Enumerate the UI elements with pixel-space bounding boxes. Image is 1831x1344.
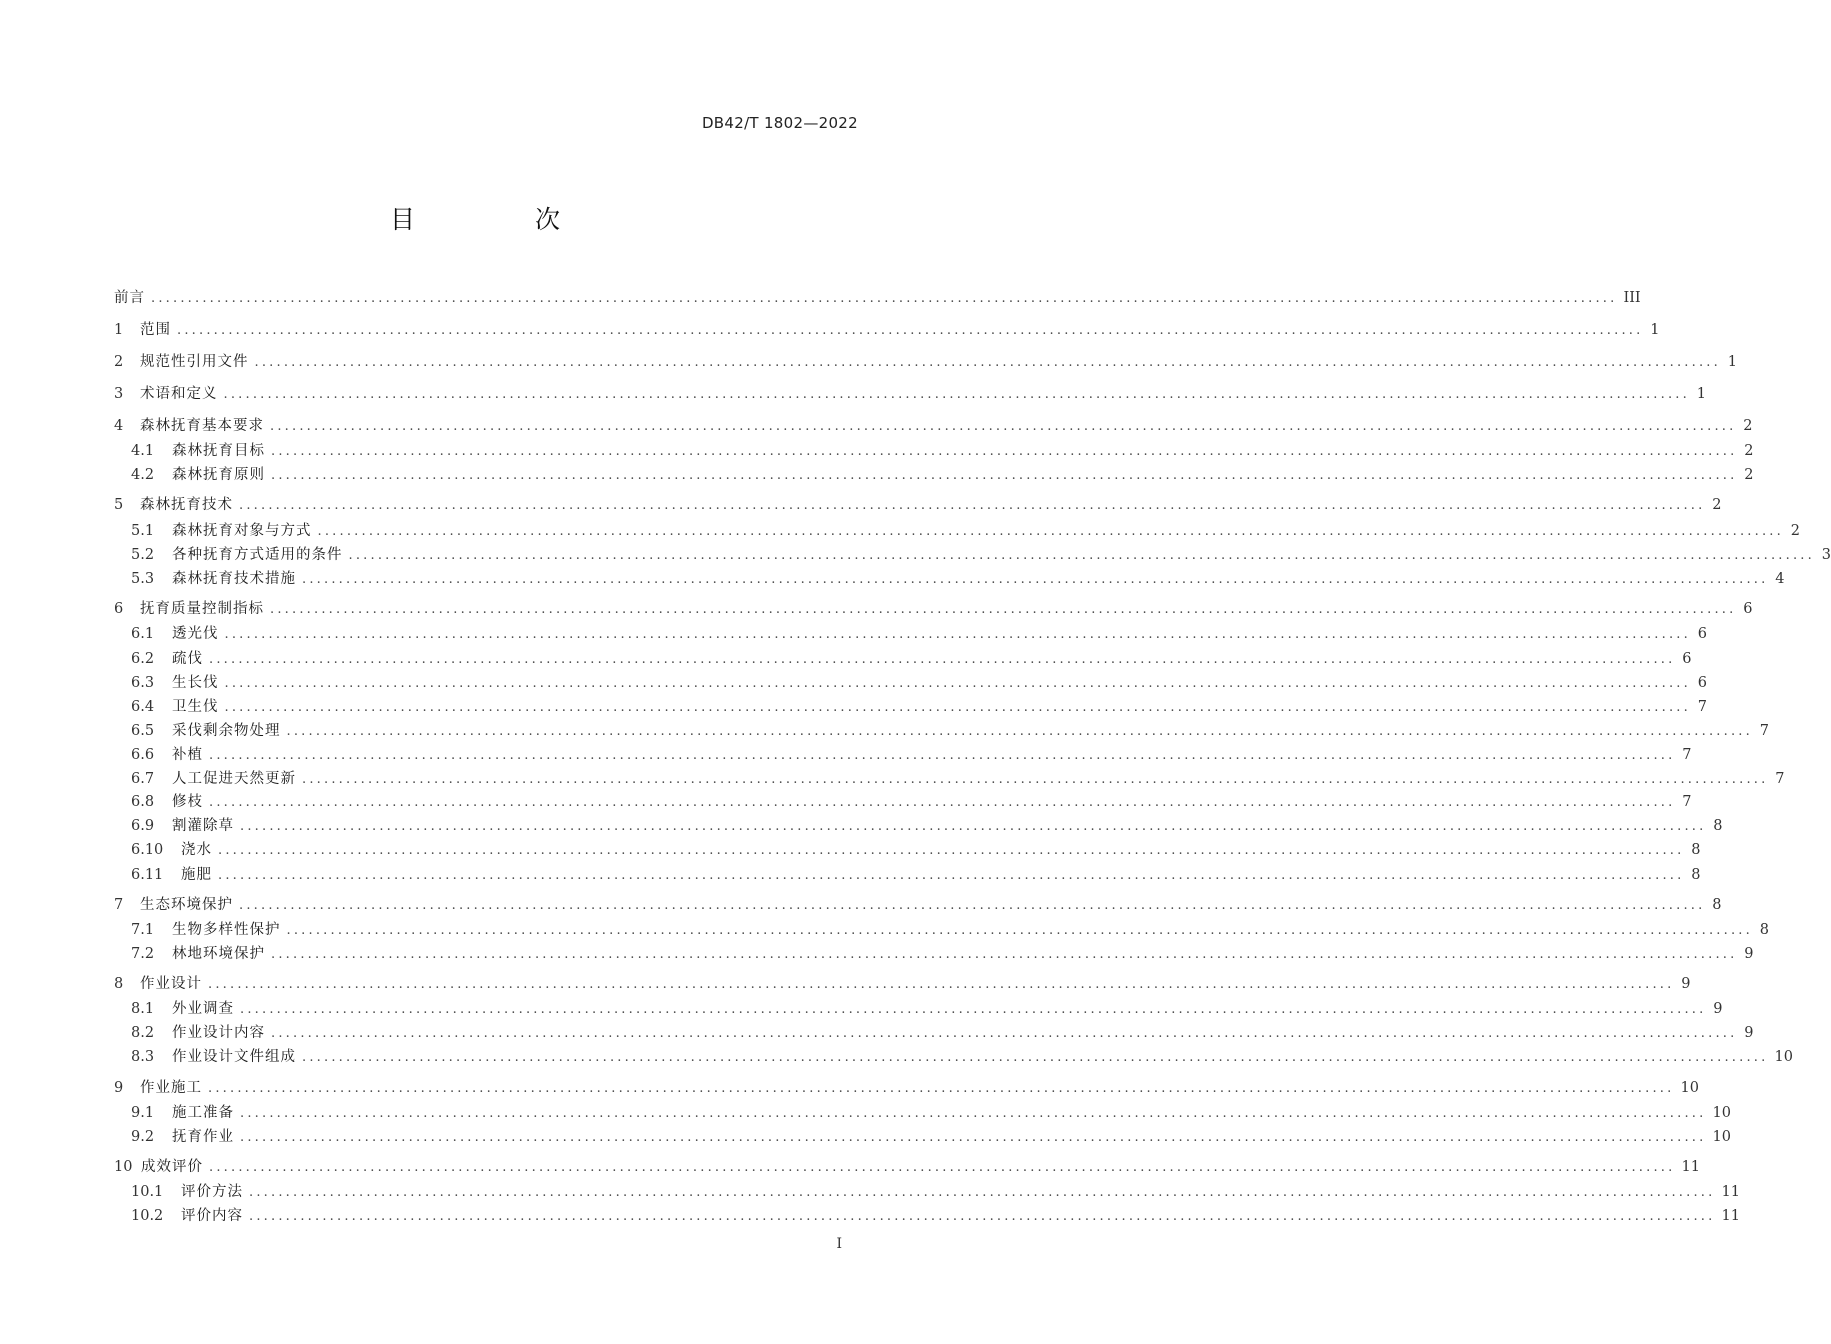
- toc-page-number: 7: [1682, 794, 1692, 810]
- toc-entry-number: 4: [114, 418, 124, 434]
- toc-entry-number: 7.2: [131, 946, 155, 962]
- toc-entry-number: 6.7: [131, 771, 155, 787]
- toc-entry-label: 施工准备: [172, 1105, 234, 1121]
- toc-page-number: 9: [1681, 976, 1691, 992]
- toc-subentry[interactable]: [114, 648, 1692, 670]
- toc-page-number: 6: [1697, 626, 1707, 642]
- toc-entry-label: 各种抚育方式适用的条件: [172, 547, 343, 563]
- toc-entry-number: 5.2: [131, 547, 155, 563]
- toc-dot-leader: ........................................................................................................................................................................................................: [271, 444, 1738, 459]
- toc-subentry[interactable]: [114, 440, 1754, 462]
- toc-entry-number: 6.9: [131, 818, 155, 834]
- toc-entry-label: 抚育作业: [172, 1129, 234, 1145]
- toc-dot-leader: ........................................................................................................................................................................................................: [224, 627, 1691, 642]
- toc-entry-number: 6.2: [131, 651, 155, 667]
- toc-entry-label: 作业设计: [140, 976, 202, 992]
- toc-entry-label: 作业设计内容: [172, 1025, 265, 1041]
- toc-entry-number: 2: [114, 354, 124, 370]
- toc-entry[interactable]: [114, 973, 1691, 995]
- toc-subentry[interactable]: [114, 520, 1800, 542]
- toc-dot-leader: ........................................................................................................................................................................................................: [240, 1130, 1707, 1145]
- toc-entry-label: 森林抚育技术措施: [172, 571, 296, 587]
- toc-dot-leader: ........................................................................................................................................................................................................: [209, 652, 1676, 667]
- toc-entry-number: 6: [114, 601, 124, 617]
- toc-subentry[interactable]: [114, 864, 1701, 886]
- toc-entry-number: 10: [114, 1159, 133, 1175]
- toc-entry[interactable]: [114, 494, 1722, 516]
- toc-entry[interactable]: [114, 1156, 1700, 1178]
- toc-dot-leader: ........................................................................................................................................................................................................: [302, 1050, 1769, 1065]
- toc-subentry[interactable]: [114, 568, 1785, 590]
- toc-entry-number: 9.2: [131, 1129, 155, 1145]
- toc-subentry[interactable]: [114, 919, 1769, 941]
- toc-page-number: 2: [1744, 467, 1754, 483]
- toc-entry[interactable]: [114, 287, 1641, 309]
- toc-subentry[interactable]: [114, 791, 1692, 813]
- toc-entry-label: 森林抚育对象与方式: [172, 523, 312, 539]
- toc-entry-label: 生长伐: [172, 675, 219, 691]
- toc-entry-label: 抚育质量控制指标: [140, 601, 264, 617]
- toc-entry-label: 割灌除草: [172, 818, 234, 834]
- toc-entry-number: 6.1: [131, 626, 155, 642]
- toc-entry[interactable]: [114, 598, 1753, 620]
- toc-dot-leader: ........................................................................................................................................................................................................: [208, 977, 1675, 992]
- toc-page-number: 7: [1775, 771, 1785, 787]
- toc-page-number: 9: [1744, 946, 1754, 962]
- toc-entry-label: 前言: [114, 290, 145, 306]
- toc-dot-leader: ........................................................................................................................................................................................................: [271, 468, 1738, 483]
- toc-subentry[interactable]: [114, 744, 1692, 766]
- toc-page-number: 1: [1696, 386, 1706, 402]
- toc-entry-label: 范围: [140, 322, 171, 338]
- toc-subentry[interactable]: [114, 998, 1723, 1020]
- toc-entry-label: 森林抚育目标: [172, 443, 265, 459]
- toc-entry-number: 6.4: [131, 699, 155, 715]
- toc-page-number: 9: [1713, 1001, 1723, 1017]
- footer-page-number: I: [836, 1236, 842, 1252]
- toc-subentry[interactable]: [114, 1181, 1740, 1203]
- toc-entry-label: 修枝: [172, 794, 203, 810]
- toc-page-number: 11: [1681, 1159, 1700, 1175]
- toc-entry-label: 透光伐: [172, 626, 219, 642]
- toc-dot-leader: ........................................................................................................................................................................................................: [317, 524, 1784, 539]
- toc-page-number: 1: [1650, 322, 1660, 338]
- toc-subentry[interactable]: [114, 839, 1701, 861]
- toc-dot-leader: ........................................................................................................................................................................................................: [218, 868, 1685, 883]
- toc-dot-leader: ........................................................................................................................................................................................................: [223, 387, 1690, 402]
- toc-subentry[interactable]: [114, 1022, 1754, 1044]
- toc-page-number: 2: [1743, 418, 1753, 434]
- toc-entry-number: 6.6: [131, 747, 155, 763]
- toc-entry-number: 6.10: [131, 842, 164, 858]
- toc-entry[interactable]: [114, 383, 1706, 405]
- toc-dot-leader: ........................................................................................................................................................................................................: [271, 947, 1738, 962]
- toc-page-number: 10: [1712, 1129, 1731, 1145]
- toc-entry-label: 人工促进天然更新: [172, 771, 296, 787]
- toc-page-number: 8: [1691, 842, 1701, 858]
- toc-page-number: 4: [1775, 571, 1785, 587]
- toc-entry-label: 评价内容: [181, 1208, 243, 1224]
- toc-entry-number: 9: [114, 1080, 124, 1096]
- toc-entry-number: 8: [114, 976, 124, 992]
- toc-dot-leader: ........................................................................................................................................................................................................: [249, 1185, 1716, 1200]
- toc-entry-number: 8.3: [131, 1049, 155, 1065]
- toc-entry-number: 10.2: [131, 1208, 164, 1224]
- toc-page-number: 11: [1721, 1208, 1740, 1224]
- toc-entry[interactable]: [114, 319, 1660, 341]
- toc-dot-leader: ........................................................................................................................................................................................................: [224, 700, 1691, 715]
- toc-entry[interactable]: [114, 415, 1753, 437]
- toc-page-number: 7: [1759, 723, 1769, 739]
- toc-entry-label: 补植: [172, 747, 203, 763]
- toc-page-number: 8: [1712, 897, 1722, 913]
- toc-entry-number: 10.1: [131, 1184, 164, 1200]
- toc-entry-number: 7: [114, 897, 124, 913]
- toc-dot-leader: ........................................................................................................................................................................................................: [218, 843, 1685, 858]
- toc-subentry[interactable]: [114, 720, 1769, 742]
- toc-entry-label: 外业调查: [172, 1001, 234, 1017]
- toc-entry-label: 生物多样性保护: [172, 922, 281, 938]
- toc-entry-number: 3: [114, 386, 124, 402]
- toc-entry-label: 规范性引用文件: [140, 354, 249, 370]
- toc-page-number: 2: [1712, 497, 1722, 513]
- toc-entry[interactable]: [114, 1077, 1699, 1099]
- toc-page-number: 6: [1743, 601, 1753, 617]
- document-code: DB42/T 1802—2022: [701, 114, 858, 132]
- toc-dot-leader: ........................................................................................................................................................................................................: [302, 572, 1769, 587]
- toc-entry-label: 施肥: [181, 867, 212, 883]
- toc-page-number: 8: [1759, 922, 1769, 938]
- toc-dot-leader: ........................................................................................................................................................................................................: [270, 602, 1737, 617]
- toc-subentry[interactable]: [114, 672, 1707, 694]
- toc-dot-leader: ........................................................................................................................................................................................................: [270, 419, 1737, 434]
- toc-subentry[interactable]: [114, 768, 1785, 790]
- toc-entry-label: 生态环境保护: [140, 897, 233, 913]
- toc-dot-leader: ........................................................................................................................................................................................................: [249, 1209, 1716, 1224]
- toc-dot-leader: ........................................................................................................................................................................................................: [209, 1160, 1676, 1175]
- toc-entry-number: 8.1: [131, 1001, 155, 1017]
- toc-dot-leader: ........................................................................................................................................................................................................: [240, 1106, 1707, 1121]
- toc-subentry[interactable]: [114, 544, 1831, 566]
- toc-page-number: 7: [1697, 699, 1707, 715]
- toc-dot-leader: ........................................................................................................................................................................................................: [271, 1026, 1738, 1041]
- toc-dot-leader: ........................................................................................................................................................................................................: [240, 819, 1707, 834]
- toc-entry[interactable]: [114, 351, 1737, 373]
- toc-entry-number: 6.8: [131, 794, 155, 810]
- toc-entry-label: 森林抚育技术: [140, 497, 233, 513]
- toc-page-number: 6: [1682, 651, 1692, 667]
- toc-page-number: 8: [1713, 818, 1723, 834]
- toc-subentry[interactable]: [114, 943, 1754, 965]
- toc-subentry[interactable]: [114, 1102, 1731, 1124]
- toc-entry-number: 4.2: [131, 467, 155, 483]
- toc-entry-number: 5.1: [131, 523, 155, 539]
- toc-dot-leader: ........................................................................................................................................................................................................: [286, 724, 1753, 739]
- toc-page-number: 2: [1790, 523, 1800, 539]
- toc-page-number: 2: [1744, 443, 1754, 459]
- page-title: 目 次: [390, 205, 616, 234]
- toc-entry-label: 疏伐: [172, 651, 203, 667]
- toc-entry-label: 森林抚育基本要求: [140, 418, 264, 434]
- toc-dot-leader: ........................................................................................................................................................................................................: [239, 898, 1706, 913]
- toc-page-number: 8: [1691, 867, 1701, 883]
- toc-subentry[interactable]: [114, 1205, 1740, 1227]
- toc-dot-leader: ........................................................................................................................................................................................................: [240, 1002, 1707, 1017]
- toc-entry[interactable]: [114, 894, 1722, 916]
- toc-entry-label: 作业设计文件组成: [172, 1049, 296, 1065]
- toc-page-number: 1: [1727, 354, 1737, 370]
- toc-dot-leader: ........................................................................................................................................................................................................: [286, 923, 1753, 938]
- toc-subentry[interactable]: [114, 815, 1723, 837]
- toc-subentry[interactable]: [114, 464, 1754, 486]
- toc-entry-number: 4.1: [131, 443, 155, 459]
- toc-entry-number: 6.3: [131, 675, 155, 691]
- toc-entry-label: 术语和定义: [140, 386, 218, 402]
- toc-page-number: 6: [1697, 675, 1707, 691]
- toc-entry-number: 9.1: [131, 1105, 155, 1121]
- toc-entry-label: 评价方法: [181, 1184, 243, 1200]
- toc-entry-number: 6.11: [131, 867, 164, 883]
- toc-entry-number: 6.5: [131, 723, 155, 739]
- toc-dot-leader: ........................................................................................................................................................................................................: [177, 323, 1644, 338]
- toc-dot-leader: ........................................................................................................................................................................................................: [224, 676, 1691, 691]
- toc-dot-leader: ........................................................................................................................................................................................................: [348, 548, 1815, 563]
- toc-entry-number: 5.3: [131, 571, 155, 587]
- toc-entry-label: 浇水: [181, 842, 212, 858]
- toc-dot-leader: ........................................................................................................................................................................................................: [302, 772, 1769, 787]
- toc-entry-number: 1: [114, 322, 124, 338]
- toc-dot-leader: ........................................................................................................................................................................................................: [209, 795, 1676, 810]
- toc-entry-number: 5: [114, 497, 124, 513]
- toc-entry-label: 成效评价: [141, 1159, 203, 1175]
- toc-entry-label: 卫生伐: [172, 699, 219, 715]
- toc-entry-label: 森林抚育原则: [172, 467, 265, 483]
- toc-page-number: 3: [1821, 547, 1831, 563]
- toc-entry-label: 作业施工: [140, 1080, 202, 1096]
- toc-subentry[interactable]: [114, 1046, 1793, 1068]
- toc-entry-number: 7.1: [131, 922, 155, 938]
- toc-page-number: 9: [1744, 1025, 1754, 1041]
- toc-subentry[interactable]: [114, 1126, 1731, 1148]
- toc-page-number: 10: [1680, 1080, 1699, 1096]
- toc-subentry[interactable]: [114, 623, 1707, 645]
- toc-subentry[interactable]: [114, 696, 1707, 718]
- toc-dot-leader: ........................................................................................................................................................................................................: [151, 291, 1618, 306]
- toc-page-number: 10: [1774, 1049, 1793, 1065]
- toc-page-number: III: [1623, 290, 1641, 306]
- toc-page-number: 7: [1682, 747, 1692, 763]
- toc-dot-leader: ........................................................................................................................................................................................................: [254, 355, 1721, 370]
- toc-entry-label: 林地环境保护: [172, 946, 265, 962]
- toc-dot-leader: ........................................................................................................................................................................................................: [239, 498, 1706, 513]
- toc-entry-number: 8.2: [131, 1025, 155, 1041]
- toc-dot-leader: ........................................................................................................................................................................................................: [208, 1081, 1675, 1096]
- toc-page-number: 10: [1712, 1105, 1731, 1121]
- toc-page-number: 11: [1721, 1184, 1740, 1200]
- toc-entry-label: 采伐剩余物处理: [172, 723, 281, 739]
- toc-dot-leader: ........................................................................................................................................................................................................: [209, 748, 1676, 763]
